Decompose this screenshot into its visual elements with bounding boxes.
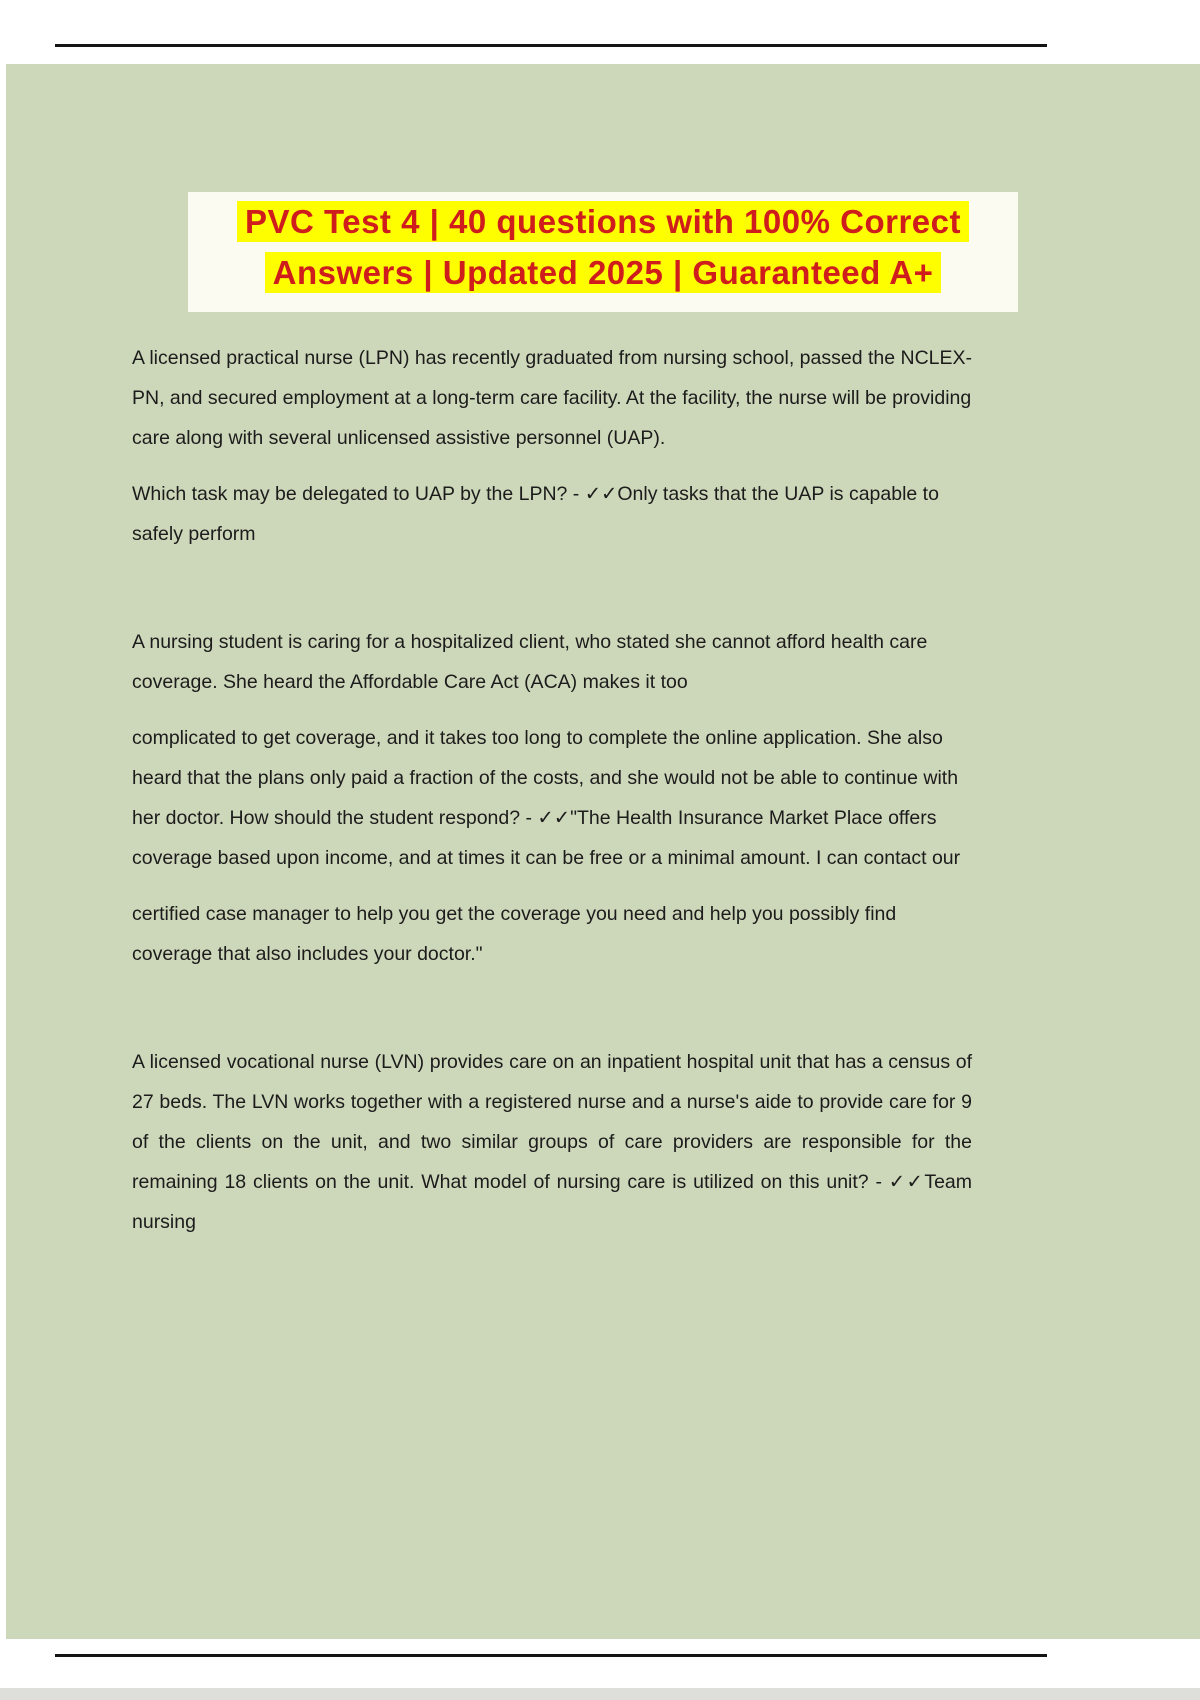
body-text: [6, 338, 972, 1242]
title-line-1: [188, 200, 1018, 251]
paragraph: A licensed vocational nurse (LVN) provides care on an inpatient hospital unit that has a census of 27 beds. The LVN works together with a registered nurse and a nurse's aide to provide care for 9 of the clients on the unit, and two similar groups of care providers are responsible for the remaining 18 clients on the unit. What model of nursing care is utilized on this unit? - ✓✓Team nursing: [132, 1051, 972, 1233]
paragraph: A licensed practical nurse (LPN) has recently graduated from nursing school, passed the NCLEX-PN, and secured employment at a long-term care facility. At the facility, the nurse will be providing care along with several unlicensed assistive personnel (UAP).: [132, 347, 973, 449]
title-line-2-text: Answers | Updated 2025 | Guaranteed A+: [265, 252, 942, 293]
document-content-area: [6, 64, 1200, 1639]
title-block: [188, 192, 1018, 312]
top-horizontal-rule: [55, 44, 1047, 47]
title-line-1-text: PVC Test 4 | 40 questions with 100% Correct: [237, 201, 969, 242]
paragraph: Which task may be delegated to UAP by the LPN? - ✓✓Only tasks that the UAP is capable to safely perform: [132, 483, 939, 545]
paragraph: certified case manager to help you get the coverage you need and help you possibly find coverage that also includes your doctor.": [132, 903, 897, 965]
paragraph: complicated to get coverage, and it takes too long to complete the online application. She also heard that the plans only paid a fraction of the costs, and she would not be able to continue with her doctor. How should the student respond? - ✓✓"The Health Insurance Market Place offers coverage based upon income, and at times it can be free or a minimal amount. I can contact our: [132, 727, 961, 869]
paragraph: A nursing student is caring for a hospitalized client, who stated she cannot afford health care coverage. She heard the Affordable Care Act (ACA) makes it too: [132, 631, 928, 693]
bottom-page-edge: [0, 1688, 1200, 1700]
title-line-2: [188, 251, 1018, 302]
bottom-horizontal-rule: [55, 1654, 1047, 1657]
